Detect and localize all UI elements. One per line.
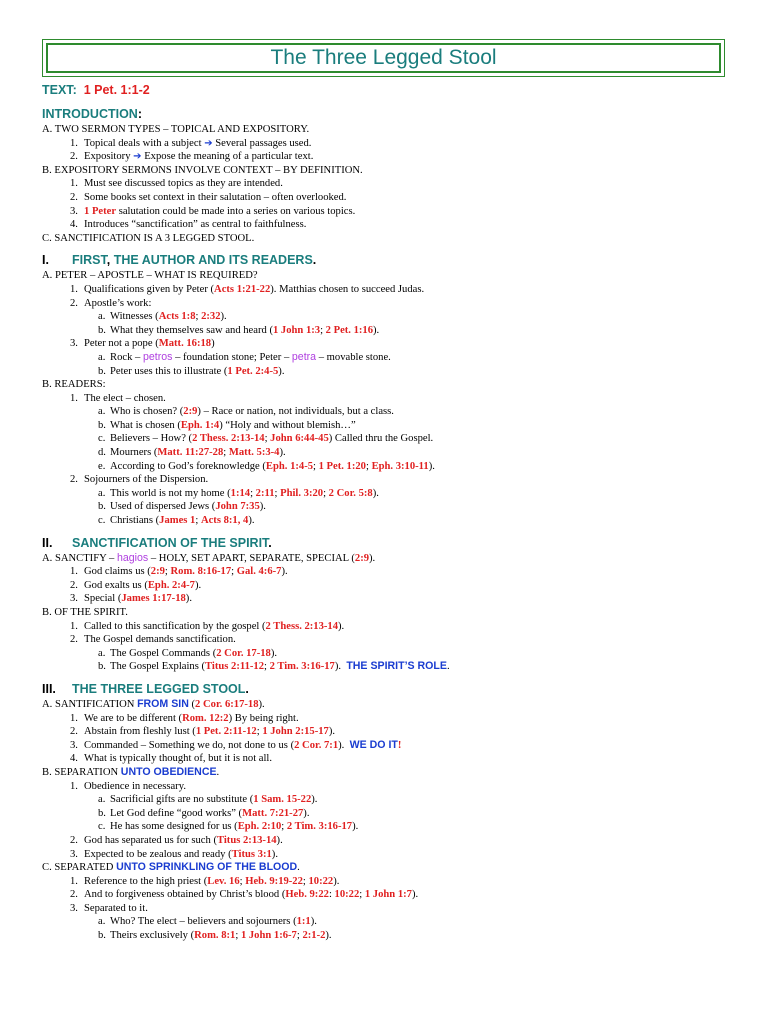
s3-B1b: b. Let God define “good works” (Matt. 7:21-27). — [98, 807, 310, 819]
s1-A3: 3. Peter not a pope (Matt. 16:18) — [70, 338, 215, 350]
intro-b4: 4. Introduces “sanctification” as central to faithfulness. — [70, 219, 307, 231]
s3-C1: 1. Reference to the high priest (Lev. 16; Heb. 9:19-22; 10:22). — [70, 875, 340, 887]
intro-a1: 1. Topical deals with a subject ➔ Several passages used. — [70, 137, 312, 149]
s1-B1b: b. What is chosen (Eph. 1:4) “Holy and without blemish…” — [98, 419, 356, 431]
text-ref: 1 Pet. 1:1-2 — [83, 83, 150, 97]
section-3-heading: III. THE THREE LEGGED STOOL. — [42, 681, 249, 696]
s1-A3a: a. Rock – petros – foundation stone; Peter – petra – movable stone. — [98, 350, 391, 363]
s3-B2: 2. God has separated us for such (Titus 2:13-14). — [70, 834, 283, 846]
s3-C3: 3. Separated to it. — [70, 902, 148, 914]
intro-b: B. EXPOSITORY SERMONS INVOLVE CONTEXT – BY DEFINITION. — [42, 164, 363, 176]
s3-A1: 1. We are to be different (Rom. 12:2) By being right. — [70, 712, 299, 724]
s3-C: C. SEPARATED UNTO SPRINKLING OF THE BLOOD. — [42, 861, 300, 874]
intro-heading: INTRODUCTION: — [42, 107, 142, 121]
s2-B2b: b. The Gospel Explains (Titus 2:11-12; 2 Tim. 3:16-17). THE SPIRIT’S ROLE. — [98, 660, 450, 673]
s1-A2a: a. Witnesses (Acts 1:8; 2:32). — [98, 311, 227, 323]
s1-A3b: b. Peter uses this to illustrate (1 Pet. 2:4-5). — [98, 365, 285, 377]
s1-A: A. PETER – APOSTLE – WHAT IS REQUIRED? — [42, 270, 258, 282]
intro-b3: 3. 1 Peter salutation could be made into a series on various topics. — [70, 205, 356, 217]
s3-C2: 2. And to forgiveness obtained by Christ’s blood (Heb. 9:22: 10:22; 1 John 1:7). — [70, 889, 419, 901]
s1-A2b: b. What they themselves saw and heard (1 John 1:3; 2 Pet. 1:16). — [98, 324, 380, 336]
s1-B2a: a. This world is not my home (1:14; 2:11; Phil. 3:20; 2 Cor. 5:8). — [98, 487, 379, 499]
s2-A: A. SANCTIFY – hagios – HOLY, SET APART, SEPARATE, SPECIAL (2:9). — [42, 551, 376, 564]
s1-A2: 2. Apostle’s work: — [70, 297, 152, 309]
s2-A2: 2. God exalts us (Eph. 2:4-7). — [70, 579, 202, 591]
s3-B3: 3. Expected to be zealous and ready (Titus 3:1). — [70, 848, 278, 860]
s2-B2: 2. The Gospel demands sanctification. — [70, 634, 236, 646]
s1-B2b: b. Used of dispersed Jews (John 7:35). — [98, 501, 266, 513]
s2-B2a: a. The Gospel Commands (2 Cor. 17-18). — [98, 647, 278, 659]
s1-B: B. READERS: — [42, 379, 106, 391]
s3-B: B. SEPARATION UNTO OBEDIENCE. — [42, 765, 220, 778]
s1-B1: 1. The elect – chosen. — [70, 392, 166, 404]
title-box — [42, 39, 725, 77]
s2-A3: 3. Special (James 1:17-18). — [70, 593, 192, 605]
s1-B1a: a. Who is chosen? (2:9) – Race or nation, not individuals, but a class. — [98, 406, 394, 418]
s2-B1: 1. Called to this sanctification by the gospel (2 Thess. 2:13-14). — [70, 620, 345, 632]
s3-C3a: a. Who? The elect – believers and sojourners (1:1). — [98, 916, 317, 928]
intro-a2: 2. Expository ➔ Expose the meaning of a particular text. — [70, 151, 314, 163]
s1-B2c: c. Christians (James 1; Acts 8:1, 4). — [98, 515, 255, 527]
s3-B1a: a. Sacrificial gifts are no substitute (1 Sam. 15-22). — [98, 794, 318, 806]
s3-A: A. SANTIFICATION FROM SIN (2 Cor. 6:17-18). — [42, 697, 265, 710]
s1-A1: 1. Qualifications given by Peter (Acts 1:21-22). Matthias chosen to succeed Judas. — [70, 283, 425, 295]
s3-C3b: b. Theirs exclusively (Rom. 8:1; 1 John 1:6-7; 2:1-2). — [98, 930, 332, 942]
intro-b2: 2. Some books set context in their salutation – often overlooked. — [70, 191, 347, 203]
s3-A4: 4. What is typically thought of, but it is not all. — [70, 753, 273, 765]
text-label: TEXT — [42, 83, 73, 97]
document-title: The Three Legged Stool — [270, 46, 497, 69]
s1-B1e: e. According to God’s foreknowledge (Eph. 1:4-5; 1 Pet. 1:20; Eph. 3:10-11). — [98, 460, 435, 472]
s2-A1: 1. God claims us (2:9; Rom. 8:16-17; Gal. 4:6-7). — [70, 566, 288, 578]
s1-B1c: c. Believers – How? (2 Thess. 2:13-14; John 6:44-45) Called thru the Gospel. — [98, 433, 434, 445]
s3-A3: 3. Commanded – Something we do, not done to us (2 Cor. 7:1). WE DO IT! — [70, 738, 402, 751]
s3-B1: 1. Obedience in necessary. — [70, 780, 186, 792]
intro-c: C. SANCTIFICATION IS A 3 LEGGED STOOL. — [42, 232, 255, 244]
section-1-heading: I. FIRST, THE AUTHOR AND ITS READERS. — [42, 253, 317, 268]
section-2-heading: II. SANCTIFICATION OF THE SPIRIT. — [42, 535, 272, 550]
right-arrow-icon: ➔ — [133, 151, 142, 163]
s3-B1c: c. He has some designed for us (Eph. 2:10; 2 Tim. 3:16-17). — [98, 821, 359, 833]
title-inner-frame — [46, 43, 721, 73]
intro-a: A. TWO SERMON TYPES – TOPICAL AND EXPOSITORY. — [42, 124, 310, 135]
outline-content — [42, 82, 732, 943]
right-arrow-icon: ➔ — [204, 137, 213, 149]
s3-A2: 2. Abstain from fleshly lust (1 Pet. 2:11-12; 1 John 2:15-17). — [70, 726, 336, 738]
intro-b1: 1. Must see discussed topics as they are intended. — [70, 178, 283, 190]
s2-B: B. OF THE SPIRIT. — [42, 607, 128, 618]
s1-B2: 2. Sojourners of the Dispersion. — [70, 474, 209, 486]
text-reference-line: TEXT: 1 Pet. 1:1-2 — [42, 83, 150, 97]
s1-B1d: d. Mourners (Matt. 11:27-28; Matt. 5:3-4). — [98, 447, 286, 459]
